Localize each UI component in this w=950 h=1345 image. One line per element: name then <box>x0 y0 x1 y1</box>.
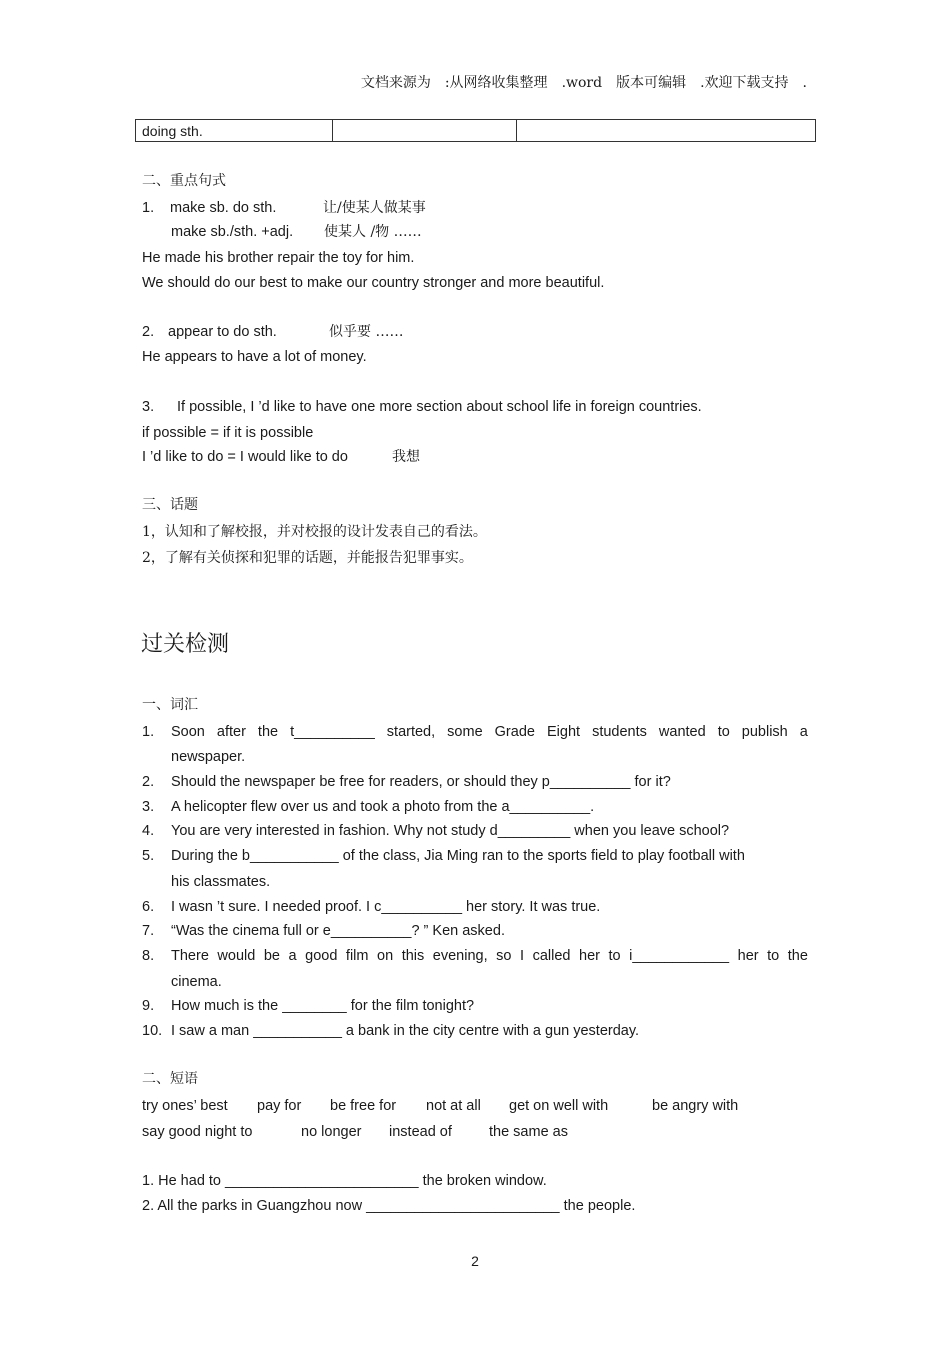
example-sentence: He made his brother repair the toy for him. <box>142 250 415 266</box>
topic-item: 2，了解有关侦探和犯罪的话题，并能报告犯罪事实。 <box>142 550 473 566</box>
vocab-item-continuation: cinema. <box>171 974 222 990</box>
phrase-option: be angry with <box>652 1098 739 1114</box>
phrase-option: instead of <box>389 1124 452 1140</box>
pattern-item-2 <box>142 323 277 341</box>
topic-item: 1，认知和了解校报，并对校报的设计发表自己的看法。 <box>142 524 487 540</box>
word: There <box>171 948 209 964</box>
vocabulary-table-fragment <box>135 119 816 142</box>
vocab-item-5: During the b___________ of the class, Jia Ming ran to the sports field to play football with <box>171 848 745 864</box>
word: students <box>592 724 647 740</box>
word-blank: i____________ <box>629 948 730 964</box>
header-part: . <box>802 75 807 91</box>
vocab-item-number: 1. <box>142 724 155 740</box>
phrase-option: no longer <box>301 1124 362 1140</box>
header-part: .word <box>561 75 603 91</box>
vocab-item-10: I saw a man ___________ a bank in the city centre with a gun yesterday. <box>171 1023 640 1039</box>
phrase-option: get on well with <box>509 1098 609 1114</box>
vocab-item-7: “Was the cinema full or e__________? ” Ken asked. <box>171 923 505 939</box>
word: wanted <box>658 724 706 740</box>
vocab-item-1 <box>171 723 808 741</box>
section-heading-phrases: 二、短语 <box>142 1071 198 1087</box>
example-sentence: He appears to have a lot of money. <box>142 349 367 365</box>
note-text: if possible = if it is possible <box>142 425 314 441</box>
document-source-note <box>0 72 807 92</box>
example-sentence: If possible, I ’d like to have one more section about school life in foreign countries. <box>177 399 702 415</box>
phrase-option: pay for <box>257 1098 302 1114</box>
phrase-option: be free for <box>330 1098 397 1114</box>
vocab-item-continuation: newspaper. <box>171 749 246 765</box>
word: would <box>217 948 256 964</box>
note-text: I ’d like to do = I would like to do <box>142 449 348 465</box>
table-cell <box>333 120 517 142</box>
vocab-item-number: 9. <box>142 998 155 1014</box>
header-part: :从网络收集整理 <box>444 75 548 91</box>
vocab-item-number: 10. <box>142 1023 163 1039</box>
word: to <box>767 948 780 964</box>
word: Soon <box>171 724 205 740</box>
header-part: 版本可编辑 <box>616 75 687 91</box>
phrase-question: 2. All the parks in Guangzhou now ________________________ the people. <box>142 1198 636 1214</box>
word: this <box>401 948 425 964</box>
vocab-item-6: I wasn ’t sure. I needed proof. I c__________ her story. It was true. <box>171 899 601 915</box>
word: I <box>520 948 525 964</box>
vocab-item-9: How much is the ________ for the film tonight? <box>171 998 475 1014</box>
pattern-item-1 <box>142 199 276 217</box>
word: the <box>787 948 808 964</box>
vocab-item-8 <box>171 947 808 965</box>
word: Grade <box>494 724 535 740</box>
table-cell <box>517 120 816 142</box>
word: evening, <box>432 948 488 964</box>
pattern-text: make sb./sth. +adj. <box>171 224 294 240</box>
pattern-item-3 <box>142 398 702 416</box>
phrase-option: not at all <box>426 1098 481 1114</box>
pattern-text: appear to do sth. <box>168 324 277 340</box>
word: Eight <box>546 724 581 740</box>
word: after <box>216 724 246 740</box>
table-row <box>136 120 816 142</box>
word: good <box>305 948 338 964</box>
word: so <box>496 948 512 964</box>
vocab-item-number: 8. <box>142 948 155 964</box>
vocab-item-continuation: his classmates. <box>171 874 271 890</box>
vocab-item-4: You are very interested in fashion. Why not study d_________ when you leave school? <box>171 823 730 839</box>
word: a <box>288 948 297 964</box>
word: some <box>447 724 483 740</box>
pattern-meaning: 使某人 /物 …… <box>324 224 422 240</box>
vocab-item-number: 6. <box>142 899 155 915</box>
phrase-option: say good night to <box>142 1124 253 1140</box>
word: film <box>345 948 369 964</box>
vocab-item-number: 5. <box>142 848 155 864</box>
page-number: 2 <box>471 1253 479 1269</box>
section-heading-key-patterns: 二、重点句式 <box>142 173 226 189</box>
word: her <box>579 948 600 964</box>
vocab-item-number: 4. <box>142 823 155 839</box>
phrase-option: the same as <box>489 1124 568 1140</box>
word: a <box>799 724 808 740</box>
pattern-meaning: 让/使某人做某事 <box>323 200 426 216</box>
word: to <box>717 724 730 740</box>
phrase-question: 1. He had to ________________________ the broken window. <box>142 1173 547 1189</box>
item-number: 1. <box>142 200 155 216</box>
vocab-item-number: 7. <box>142 923 155 939</box>
word: be <box>263 948 280 964</box>
item-number: 3. <box>142 399 155 415</box>
test-section-title: 过关检测 <box>141 632 230 657</box>
vocab-item-number: 2. <box>142 774 155 790</box>
word: on <box>377 948 394 964</box>
word-blank: t__________ <box>290 724 375 740</box>
word: the <box>257 724 279 740</box>
header-part: .欢迎下载支持 <box>700 75 789 91</box>
word: publish <box>741 724 788 740</box>
table-cell: doing sth. <box>136 120 333 142</box>
section-heading-vocabulary: 一、词汇 <box>142 697 198 713</box>
item-number: 2. <box>142 324 155 340</box>
pattern-meaning: 似乎要 …… <box>329 324 404 340</box>
pattern-text: make sb. do sth. <box>170 200 277 216</box>
word: her <box>737 948 759 964</box>
vocab-item-number: 3. <box>142 799 155 815</box>
vocab-item-2: Should the newspaper be free for readers, or should they p__________ for it? <box>171 774 671 790</box>
header-part: 文档来源为 <box>360 75 431 91</box>
vocab-item-3: A helicopter flew over us and took a photo from the a__________. <box>171 799 595 815</box>
example-sentence: We should do our best to make our country stronger and more beautiful. <box>142 275 605 291</box>
word: started, <box>386 724 436 740</box>
phrase-option: try ones’ best <box>142 1098 228 1114</box>
section-heading-topics: 三、话题 <box>142 497 198 513</box>
note-meaning: 我想 <box>392 449 420 465</box>
word: to <box>608 948 621 964</box>
word: called <box>532 948 571 964</box>
